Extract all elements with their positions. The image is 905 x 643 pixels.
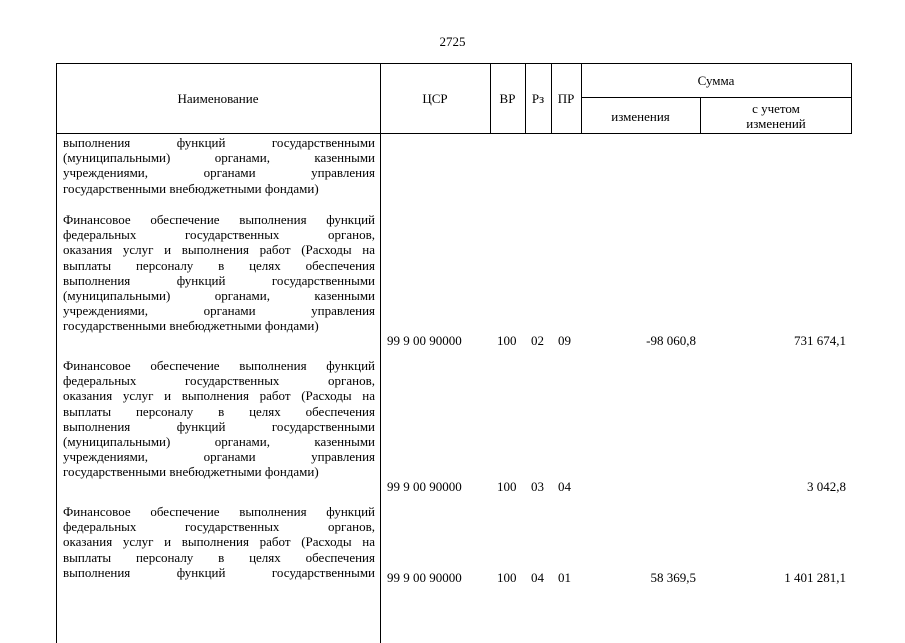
name-line: выплаты персоналу в целях обеспечения <box>63 403 375 419</box>
name-line: федеральных государственных органов, <box>63 227 375 243</box>
row-1-csr: 99 9 00 90000 <box>387 333 462 348</box>
col-border-name <box>380 63 381 643</box>
row-3-vr: 100 <box>497 570 517 585</box>
name-line: (муниципальными) органами, казенными <box>63 433 375 449</box>
row-3-rz: 04 <box>531 570 544 585</box>
row-3-with-change: 1 401 281,1 <box>784 570 846 585</box>
name-line: учреждениями, органами управления <box>63 303 375 319</box>
name-line: (муниципальными) органами, казенными <box>63 287 375 303</box>
row-1-pr: 09 <box>558 333 571 348</box>
row-3-change: 58 369,5 <box>650 570 696 585</box>
row-2-rz: 03 <box>531 479 544 494</box>
table-row-2-name <box>63 358 375 480</box>
header-pr: ПР <box>557 91 575 106</box>
name-line: учреждениями, органами управления <box>63 165 375 181</box>
header-with-change: с учетом изменений <box>746 101 806 131</box>
page-number: 2725 <box>439 34 466 49</box>
header-rz: Рз <box>531 91 545 106</box>
name-line: государственными внебюджетными фондами) <box>63 464 319 480</box>
row-1-change: -98 060,8 <box>646 333 696 348</box>
name-line: государственными внебюджетными фондами) <box>63 318 319 334</box>
continued-name <box>63 135 375 196</box>
col-border-change <box>700 97 701 134</box>
name-line: выполнения функций государственными <box>63 564 375 580</box>
name-line: выполнения функций государственными <box>63 272 375 288</box>
name-line: федеральных государственных органов, <box>63 519 375 535</box>
name-line: учреждениями, органами управления <box>63 449 375 465</box>
name-line: выплаты персоналу в целях обеспечения <box>63 549 375 565</box>
table-header-bottom-border <box>56 133 851 134</box>
header-sum: Сумма <box>697 73 735 88</box>
table-row-1-name <box>63 212 375 334</box>
header-name: Наименование <box>177 91 259 106</box>
name-line: выплаты персоналу в целях обеспечения <box>63 257 375 273</box>
name-line: (муниципальными) органами, казенными <box>63 150 375 166</box>
name-line: государственными внебюджетными фондами) <box>63 180 319 196</box>
sum-subheader-divider <box>581 97 851 98</box>
row-1-vr: 100 <box>497 333 517 348</box>
row-1-rz: 02 <box>531 333 544 348</box>
name-line: оказания услуг и выполнения работ (Расходы на <box>63 242 375 258</box>
header-change: изменения <box>611 109 670 124</box>
name-line: федеральных государственных органов, <box>63 373 375 389</box>
row-3-pr: 01 <box>558 570 571 585</box>
header-csr: ЦСР <box>422 91 448 106</box>
col-border-left <box>56 63 57 643</box>
row-1-with-change: 731 674,1 <box>794 333 846 348</box>
name-line: Финансовое обеспечение выполнения функций <box>63 504 375 519</box>
name-line: оказания услуг и выполнения работ (Расходы на <box>63 534 375 550</box>
row-2-vr: 100 <box>497 479 517 494</box>
col-border-right <box>851 63 852 134</box>
name-line: выполнения функций государственными <box>63 135 375 150</box>
row-2-with-change: 3 042,8 <box>807 479 846 494</box>
table-row-3-name <box>63 504 375 580</box>
name-line: оказания услуг и выполнения работ (Расходы на <box>63 388 375 404</box>
header-vr: ВР <box>499 91 516 106</box>
row-2-pr: 04 <box>558 479 571 494</box>
name-line: выполнения функций государственными <box>63 418 375 434</box>
name-line: Финансовое обеспечение выполнения функций <box>63 212 375 227</box>
row-3-csr: 99 9 00 90000 <box>387 570 462 585</box>
name-line: Финансовое обеспечение выполнения функций <box>63 358 375 373</box>
row-2-csr: 99 9 00 90000 <box>387 479 462 494</box>
table-header-top-border <box>56 63 851 64</box>
